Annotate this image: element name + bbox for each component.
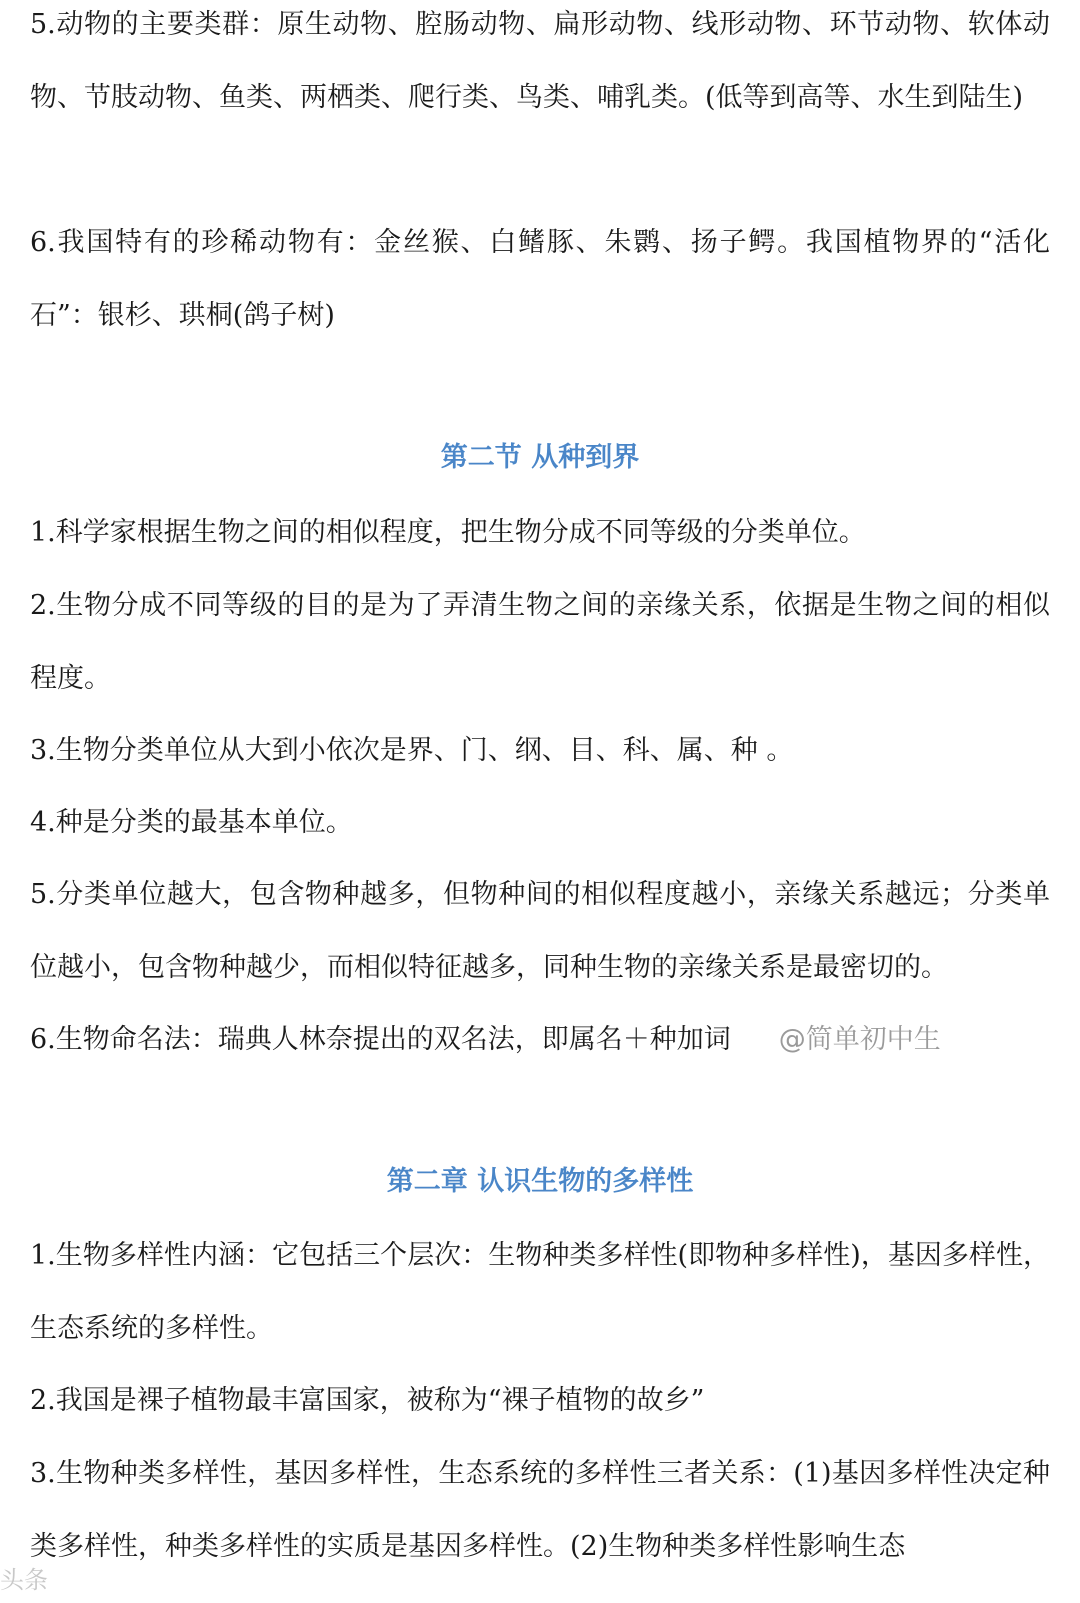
paragraph-classification-order: 3.生物分类单位从大到小依次是界、门、纲、目、科、属、种 。 [30, 735, 794, 766]
paragraph-animal-groups: 5.动物的主要类群：原生动物、腔肠动物、扁形动物、线形动物、环节动物、软体动物、节肢动物、鱼类、两栖类、爬行类、鸟类、哺乳类。(低等到高等、水生到陆生) [30, 9, 1050, 113]
paragraph-biodiversity-meaning: 1.生物多样性内涵：它包括三个层次：生物种类多样性(即物种多样性)，基因多样性，生态系统的多样性。 [30, 1240, 1050, 1344]
paragraph-diversity-relation: 3.生物种类多样性，基因多样性，生态系统的多样性三者关系：(1)基因多样性决定种类多样性，种类多样性的实质是基因多样性。(2)生物种类多样性影响生态 [30, 1458, 1050, 1562]
paragraph-classification-purpose: 2.生物分成不同等级的目的是为了弄清生物之间的亲缘关系，依据是生物之间的相似程度。 [30, 590, 1050, 694]
paragraph-classification-units: 1.科学家根据生物之间的相似程度，把生物分成不同等级的分类单位。 [30, 517, 866, 548]
corner-logo: 头条 [0, 1566, 48, 1594]
section-heading-species-to-kingdom: 第二节 从种到界 [440, 442, 640, 473]
paragraph-gymnosperm-home: 2.我国是裸子植物最丰富国家，被称为“裸子植物的故乡” [30, 1385, 705, 1416]
chapter-heading-biodiversity: 第二章 认识生物的多样性 [386, 1166, 694, 1197]
paragraph-unit-size-relation: 5.分类单位越大，包含物种越多，但物种间的相似程度越小，亲缘关系越远；分类单位越小，包含物种越少，而相似特征越多，同种生物的亲缘关系是最密切的。 [30, 879, 1050, 983]
paragraph-naming-method [30, 1003, 1050, 1076]
naming-method-text: 6.生物命名法：瑞典人林奈提出的双名法，即属名＋种加词 [30, 1024, 731, 1055]
paragraph-rare-animals: 6.我国特有的珍稀动物有：金丝猴、白鳍豚、朱鹮、扬子鳄。我国植物界的“活化石”：银杉、珙桐(鸽子树) [30, 227, 1050, 331]
paragraph-basic-unit: 4.种是分类的最基本单位。 [30, 807, 353, 838]
watermark-text: @简单初中生 [778, 1024, 941, 1055]
